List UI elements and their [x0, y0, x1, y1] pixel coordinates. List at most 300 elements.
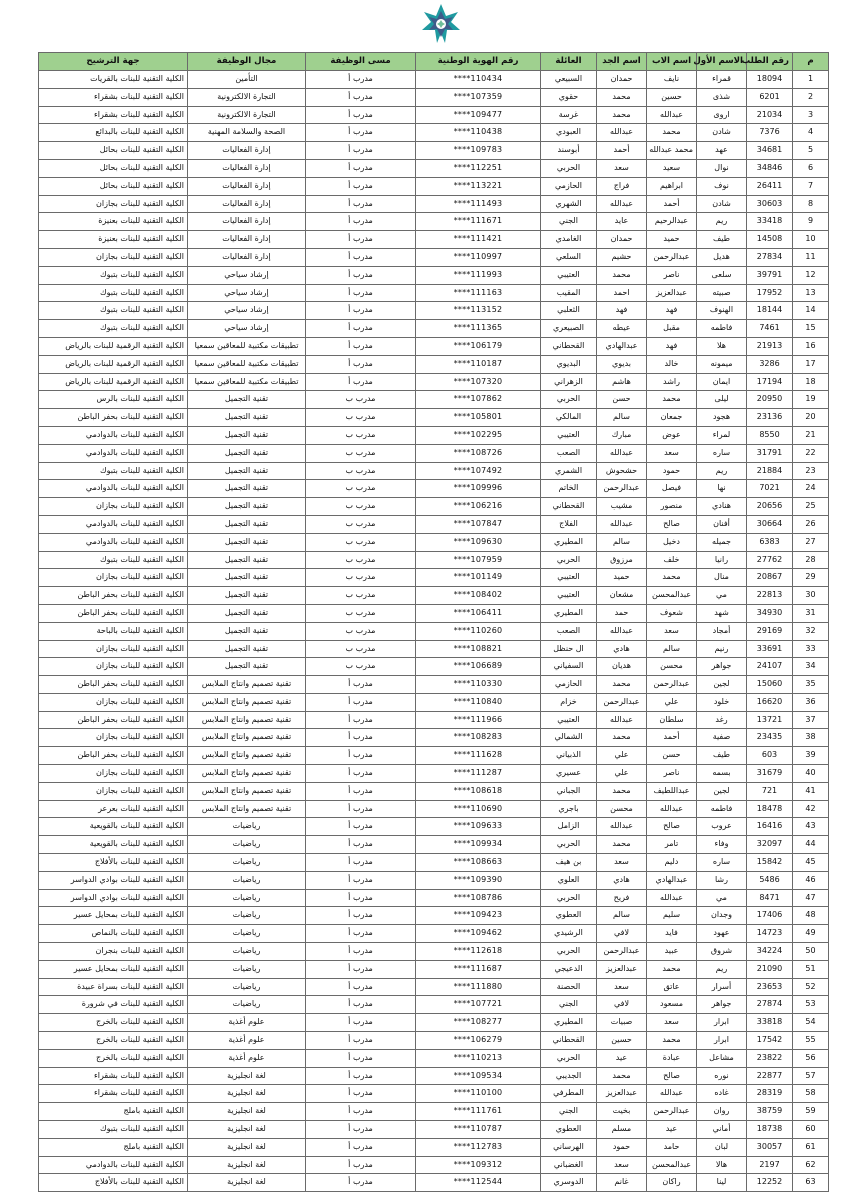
cell-request-no: 33418 [747, 213, 793, 231]
cell-request-no: 14508 [747, 231, 793, 249]
cell-request-no: 23136 [747, 409, 793, 427]
tvtc-star-logo-icon [418, 2, 464, 46]
cell-job-field: التأمين [188, 71, 306, 89]
cell-grandfather-name: عبدالله [597, 515, 647, 533]
cell-nominating-entity: الكلية التقنية للبنات بالدوادمي [39, 444, 188, 462]
cell-grandfather-name: محمد [597, 88, 647, 106]
cell-family: الدوسري [541, 1174, 597, 1192]
cell-request-no: 6383 [747, 533, 793, 551]
cell-family: الحربي [541, 159, 597, 177]
cell-grandfather-name: محسن [597, 800, 647, 818]
cell-family: باجري [541, 800, 597, 818]
cell-request-no: 2197 [747, 1156, 793, 1174]
cell-request-no: 14723 [747, 925, 793, 943]
cell-family: الحازمي [541, 676, 597, 694]
cell-job-title: مدرب أ [306, 854, 416, 872]
cell-father-name: حمود [647, 462, 697, 480]
cell-job-field: إدارة الفعاليات [188, 195, 306, 213]
header-nominating-entity: جهة الترشيح [39, 53, 188, 71]
cell-job-title: مدرب أ [306, 818, 416, 836]
cell-grandfather-name: بخيت [597, 1103, 647, 1121]
cell-job-field: إرشاد سياحي [188, 320, 306, 338]
cell-job-field: تقنية التجميل [188, 480, 306, 498]
cell-request-no: 31679 [747, 765, 793, 783]
cell-national-id: 110438**** [416, 124, 541, 142]
cell-grandfather-name: سعد [597, 978, 647, 996]
cell-grandfather-name: مبارك [597, 426, 647, 444]
header-national-id: رقم الهوية الوطنية [416, 53, 541, 71]
cell-family: الزامل [541, 818, 597, 836]
cell-job-field: تقنية التجميل [188, 391, 306, 409]
cell-national-id: 107492**** [416, 462, 541, 480]
cell-m: 4 [793, 124, 829, 142]
cell-nominating-entity: الكلية التقنية للبنات بجازان [39, 765, 188, 783]
cell-job-field: إرشاد سياحي [188, 302, 306, 320]
cell-father-name: راكان [647, 1174, 697, 1192]
cell-request-no: 7376 [747, 124, 793, 142]
cell-national-id: 106689**** [416, 658, 541, 676]
cell-request-no: 18738 [747, 1121, 793, 1139]
cell-first-name: هالا [697, 1156, 747, 1174]
table-row [39, 320, 829, 338]
header-father-name: اسم الاب [647, 53, 697, 71]
table-row [39, 889, 829, 907]
cell-father-name: فيصل [647, 480, 697, 498]
cell-job-field: تقنية التجميل [188, 515, 306, 533]
cell-job-field: لغة انجليزية [188, 1103, 306, 1121]
cell-grandfather-name: علي [597, 765, 647, 783]
cell-job-title: مدرب ب [306, 658, 416, 676]
cell-family: المطيري [541, 604, 597, 622]
cell-request-no: 23653 [747, 978, 793, 996]
cell-job-title: مدرب أ [306, 1014, 416, 1032]
cell-job-field: الصحة والسلامة المهنية [188, 124, 306, 142]
cell-first-name: أمجاد [697, 622, 747, 640]
cell-job-field: رياضيات [188, 871, 306, 889]
table-row [39, 818, 829, 836]
cell-family: الحربي [541, 391, 597, 409]
cell-national-id: 111993**** [416, 266, 541, 284]
table-row [39, 231, 829, 249]
cell-job-title: مدرب أ [306, 925, 416, 943]
cell-request-no: 30603 [747, 195, 793, 213]
cell-father-name: عبدالمحسن [647, 1156, 697, 1174]
cell-father-name: أحمد [647, 729, 697, 747]
cell-m: 55 [793, 1032, 829, 1050]
cell-national-id: 108277**** [416, 1014, 541, 1032]
cell-grandfather-name: مشعان [597, 587, 647, 605]
cell-father-name: محمد [647, 569, 697, 587]
cell-national-id: 110434**** [416, 71, 541, 89]
cell-job-title: مدرب أ [306, 1067, 416, 1085]
cell-job-title: مدرب أ [306, 320, 416, 338]
table-row [39, 1049, 829, 1067]
cell-first-name: ساره [697, 854, 747, 872]
cell-job-title: مدرب أ [306, 960, 416, 978]
cell-nominating-entity: الكلية التقنية للبنات بالقويعية [39, 818, 188, 836]
table-row [39, 88, 829, 106]
cell-first-name: طيف [697, 747, 747, 765]
cell-family: العتيبي [541, 569, 597, 587]
cell-job-title: مدرب أ [306, 747, 416, 765]
cell-m: 58 [793, 1085, 829, 1103]
cell-job-field: تقنية تصميم وانتاج الملابس [188, 676, 306, 694]
cell-first-name: شذى [697, 88, 747, 106]
cell-father-name: عبدالله [647, 800, 697, 818]
cell-m: 30 [793, 587, 829, 605]
cell-father-name: حميد [647, 231, 697, 249]
cell-job-field: تقنية التجميل [188, 622, 306, 640]
cell-job-title: مدرب ب [306, 569, 416, 587]
header-first-name: الاسم الأول [697, 53, 747, 71]
table-row [39, 693, 829, 711]
cell-family: العطوي [541, 1121, 597, 1139]
cell-grandfather-name: هديان [597, 658, 647, 676]
cell-first-name: بسمه [697, 765, 747, 783]
cell-family: غرسة [541, 106, 597, 124]
cell-job-title: مدرب ب [306, 587, 416, 605]
cell-national-id: 110100**** [416, 1085, 541, 1103]
cell-national-id: 106279**** [416, 1032, 541, 1050]
cell-m: 41 [793, 782, 829, 800]
cell-father-name: سالم [647, 640, 697, 658]
cell-grandfather-name: عبدالله [597, 124, 647, 142]
cell-job-title: مدرب ب [306, 426, 416, 444]
table-row [39, 266, 829, 284]
cell-family: البديوي [541, 355, 597, 373]
cell-m: 16 [793, 337, 829, 355]
cell-family: الهرساني [541, 1138, 597, 1156]
cell-father-name: حامد [647, 1138, 697, 1156]
cell-request-no: 721 [747, 782, 793, 800]
table-row [39, 71, 829, 89]
cell-m: 40 [793, 765, 829, 783]
cell-grandfather-name: سالم [597, 409, 647, 427]
cell-request-no: 27834 [747, 248, 793, 266]
cell-first-name: مشاعل [697, 1049, 747, 1067]
cell-father-name: محمد [647, 391, 697, 409]
cell-national-id: 108726**** [416, 444, 541, 462]
cell-nominating-entity: الكلية التقنية الرقمية للبنات بالرياض [39, 373, 188, 391]
cell-m: 13 [793, 284, 829, 302]
cell-request-no: 23822 [747, 1049, 793, 1067]
cell-father-name: ابراهيم [647, 177, 697, 195]
cell-nominating-entity: الكلية التقنية للبنات بجازان [39, 248, 188, 266]
cell-request-no: 28319 [747, 1085, 793, 1103]
cell-father-name: عبدالرحمن [647, 676, 697, 694]
cell-job-title: مدرب أ [306, 836, 416, 854]
table-row [39, 391, 829, 409]
table-row [39, 925, 829, 943]
cell-request-no: 34224 [747, 943, 793, 961]
cell-job-title: مدرب أ [306, 782, 416, 800]
cell-request-no: 17952 [747, 284, 793, 302]
table-row [39, 676, 829, 694]
cell-request-no: 24107 [747, 658, 793, 676]
cell-m: 15 [793, 320, 829, 338]
cell-family: المقيب [541, 284, 597, 302]
cell-job-field: رياضيات [188, 854, 306, 872]
cell-grandfather-name: حمود [597, 1138, 647, 1156]
cell-grandfather-name: احمد [597, 284, 647, 302]
cell-family: عسيري [541, 765, 597, 783]
cell-family: الدعيجي [541, 960, 597, 978]
cell-request-no: 17194 [747, 373, 793, 391]
cell-job-field: إرشاد سياحي [188, 266, 306, 284]
cell-m: 62 [793, 1156, 829, 1174]
cell-family: السلعي [541, 248, 597, 266]
cell-grandfather-name: محمد [597, 782, 647, 800]
table-row [39, 142, 829, 160]
table-row [39, 711, 829, 729]
cell-job-field: رياضيات [188, 925, 306, 943]
candidates-table [38, 52, 829, 1192]
cell-m: 35 [793, 676, 829, 694]
cell-job-title: مدرب ب [306, 515, 416, 533]
cell-m: 24 [793, 480, 829, 498]
cell-job-field: علوم أغذية [188, 1014, 306, 1032]
cell-job-title: مدرب أ [306, 1049, 416, 1067]
cell-first-name: غاده [697, 1085, 747, 1103]
cell-request-no: 27762 [747, 551, 793, 569]
cell-father-name: عبدالرحمن [647, 248, 697, 266]
cell-job-title: مدرب أ [306, 106, 416, 124]
table-row [39, 996, 829, 1014]
cell-job-field: إدارة الفعاليات [188, 159, 306, 177]
cell-job-title: مدرب أ [306, 195, 416, 213]
cell-nominating-entity: الكلية التقنية للبنات بحفر الباطن [39, 676, 188, 694]
cell-m: 52 [793, 978, 829, 996]
cell-first-name: طيف [697, 231, 747, 249]
cell-job-title: مدرب أ [306, 693, 416, 711]
cell-m: 11 [793, 248, 829, 266]
cell-father-name: عبدالمحسن [647, 587, 697, 605]
cell-job-field: لغة انجليزية [188, 1085, 306, 1103]
cell-father-name: أحمد [647, 195, 697, 213]
cell-job-title: مدرب ب [306, 551, 416, 569]
cell-national-id: 111761**** [416, 1103, 541, 1121]
cell-nominating-entity: الكلية التقنية للبنات بوادي الدواسر [39, 871, 188, 889]
cell-job-title: مدرب أ [306, 800, 416, 818]
cell-job-field: إدارة الفعاليات [188, 248, 306, 266]
cell-request-no: 18094 [747, 71, 793, 89]
cell-national-id: 107959**** [416, 551, 541, 569]
cell-job-title: مدرب أ [306, 996, 416, 1014]
cell-m: 7 [793, 177, 829, 195]
cell-nominating-entity: الكلية التقنية للبنات بتبوك [39, 1121, 188, 1139]
cell-grandfather-name: عبدالرحمن [597, 693, 647, 711]
table-row [39, 1032, 829, 1050]
table-row [39, 800, 829, 818]
cell-first-name: شروق [697, 943, 747, 961]
cell-family: القحطاني [541, 1032, 597, 1050]
cell-m: 42 [793, 800, 829, 818]
cell-father-name: سليم [647, 907, 697, 925]
table-row [39, 355, 829, 373]
cell-first-name: لجين [697, 676, 747, 694]
cell-national-id: 113221**** [416, 177, 541, 195]
cell-first-name: صفية [697, 729, 747, 747]
table-row [39, 1156, 829, 1174]
cell-first-name: نوف [697, 177, 747, 195]
cell-grandfather-name: سعد [597, 1156, 647, 1174]
cell-job-field: لغة انجليزية [188, 1067, 306, 1085]
cell-m: 38 [793, 729, 829, 747]
cell-job-field: تقنية التجميل [188, 409, 306, 427]
cell-m: 45 [793, 854, 829, 872]
cell-father-name: راشد [647, 373, 697, 391]
cell-father-name: علي [647, 693, 697, 711]
cell-family: الجباني [541, 782, 597, 800]
cell-first-name: قمراء [697, 71, 747, 89]
cell-nominating-entity: الكلية التقنية للبنات بمحايل عسير [39, 907, 188, 925]
cell-father-name: عبداللطيف [647, 782, 697, 800]
cell-first-name: هلا [697, 337, 747, 355]
cell-nominating-entity: الكلية التقنية للبنات بالدوادمي [39, 480, 188, 498]
cell-request-no: 7021 [747, 480, 793, 498]
cell-job-title: مدرب أ [306, 765, 416, 783]
cell-family: القحطاني [541, 498, 597, 516]
cell-request-no: 31791 [747, 444, 793, 462]
cell-grandfather-name: عبدالله [597, 195, 647, 213]
header-request-no: رقم الطلب [747, 53, 793, 71]
cell-request-no: 17542 [747, 1032, 793, 1050]
cell-m: 44 [793, 836, 829, 854]
table-row [39, 978, 829, 996]
table-row [39, 782, 829, 800]
table-row [39, 177, 829, 195]
cell-request-no: 29169 [747, 622, 793, 640]
cell-first-name: نها [697, 480, 747, 498]
cell-job-field: تطبيقات مكتبية للمعاقين سمعيا [188, 373, 306, 391]
cell-first-name: فاطمه [697, 320, 747, 338]
cell-job-title: مدرب أ [306, 1174, 416, 1192]
cell-national-id: 111687**** [416, 960, 541, 978]
cell-first-name: سلعى [697, 266, 747, 284]
cell-father-name: سعد [647, 444, 697, 462]
cell-father-name: صالح [647, 1067, 697, 1085]
cell-nominating-entity: الكلية التقنية للبنات بتبوك [39, 284, 188, 302]
cell-nominating-entity: الكلية التقنية للبنات بالدوادمي [39, 515, 188, 533]
cell-request-no: 23435 [747, 729, 793, 747]
cell-nominating-entity: الكلية التقنية للبنات بتبوك [39, 320, 188, 338]
cell-nominating-entity: الكلية التقنية للبنات بسراة عبيدة [39, 978, 188, 996]
cell-nominating-entity: الكلية التقنية للبنات بحفر الباطن [39, 409, 188, 427]
cell-nominating-entity: الكلية التقنية للبنات بوادي الدواسر [39, 889, 188, 907]
cell-nominating-entity: الكلية التقنية للبنات بشقراء [39, 1067, 188, 1085]
cell-m: 48 [793, 907, 829, 925]
cell-m: 14 [793, 302, 829, 320]
cell-grandfather-name: حميد [597, 569, 647, 587]
cell-father-name: مسعود [647, 996, 697, 1014]
table-row [39, 106, 829, 124]
cell-national-id: 109423**** [416, 907, 541, 925]
cell-grandfather-name: هادي [597, 640, 647, 658]
cell-national-id: 108283**** [416, 729, 541, 747]
cell-m: 56 [793, 1049, 829, 1067]
cell-national-id: 107320**** [416, 373, 541, 391]
cell-national-id: 110213**** [416, 1049, 541, 1067]
cell-grandfather-name: عبدالله [597, 818, 647, 836]
cell-national-id: 107721**** [416, 996, 541, 1014]
cell-job-field: تطبيقات مكتبية للمعاقين سمعيا [188, 355, 306, 373]
cell-father-name: تامر [647, 836, 697, 854]
cell-job-title: مدرب أ [306, 1103, 416, 1121]
table-row [39, 302, 829, 320]
cell-father-name: عبدالله [647, 889, 697, 907]
cell-national-id: 106179**** [416, 337, 541, 355]
cell-father-name: محمد [647, 1032, 697, 1050]
cell-national-id: 110840**** [416, 693, 541, 711]
cell-national-id: 109630**** [416, 533, 541, 551]
cell-nominating-entity: الكلية التقنية للبنات بجازان [39, 658, 188, 676]
cell-grandfather-name: هادي [597, 871, 647, 889]
cell-family: الحربي [541, 889, 597, 907]
cell-first-name: رنيم [697, 640, 747, 658]
cell-national-id: 109996**** [416, 480, 541, 498]
header-job-title: مسى الوظيفة [306, 53, 416, 71]
cell-grandfather-name: سالم [597, 533, 647, 551]
cell-request-no: 16620 [747, 693, 793, 711]
cell-first-name: رغد [697, 711, 747, 729]
cell-first-name: ساره [697, 444, 747, 462]
cell-nominating-entity: الكلية التقنية للبنات بشقراء [39, 1085, 188, 1103]
cell-father-name: عبادة [647, 1049, 697, 1067]
table-row [39, 373, 829, 391]
cell-nominating-entity: الكلية التقنية للبنات بالرس [39, 391, 188, 409]
cell-m: 61 [793, 1138, 829, 1156]
cell-first-name: لمراء [697, 426, 747, 444]
table-row [39, 1085, 829, 1103]
cell-national-id: 111421**** [416, 231, 541, 249]
cell-job-field: تقنية التجميل [188, 498, 306, 516]
cell-father-name: عبدالله [647, 1085, 697, 1103]
cell-request-no: 33691 [747, 640, 793, 658]
cell-national-id: 111163**** [416, 284, 541, 302]
cell-request-no: 20656 [747, 498, 793, 516]
table-row [39, 1103, 829, 1121]
cell-job-title: مدرب أ [306, 266, 416, 284]
cell-job-title: مدرب ب [306, 640, 416, 658]
cell-national-id: 107862**** [416, 391, 541, 409]
table-row [39, 409, 829, 427]
cell-request-no: 38759 [747, 1103, 793, 1121]
cell-request-no: 8550 [747, 426, 793, 444]
cell-m: 12 [793, 266, 829, 284]
cell-request-no: 12252 [747, 1174, 793, 1192]
cell-request-no: 34930 [747, 604, 793, 622]
cell-job-title: مدرب ب [306, 533, 416, 551]
cell-job-title: مدرب أ [306, 1121, 416, 1139]
cell-father-name: سعد [647, 1014, 697, 1032]
cell-nominating-entity: الكلية التقنية للبنات بالخرج [39, 1032, 188, 1050]
cell-m: 6 [793, 159, 829, 177]
table-row [39, 1121, 829, 1139]
cell-father-name: ناصر [647, 765, 697, 783]
tvtc-logo [418, 2, 464, 46]
cell-first-name: فاطمه [697, 800, 747, 818]
cell-job-field: رياضيات [188, 889, 306, 907]
cell-father-name: حسين [647, 88, 697, 106]
cell-grandfather-name: حشيم [597, 248, 647, 266]
cell-job-field: تقنية التجميل [188, 444, 306, 462]
cell-first-name: أفنان [697, 515, 747, 533]
cell-job-field: تقنية التجميل [188, 462, 306, 480]
table-row [39, 124, 829, 142]
cell-request-no: 26411 [747, 177, 793, 195]
table-row [39, 854, 829, 872]
cell-grandfather-name: حمدان [597, 231, 647, 249]
